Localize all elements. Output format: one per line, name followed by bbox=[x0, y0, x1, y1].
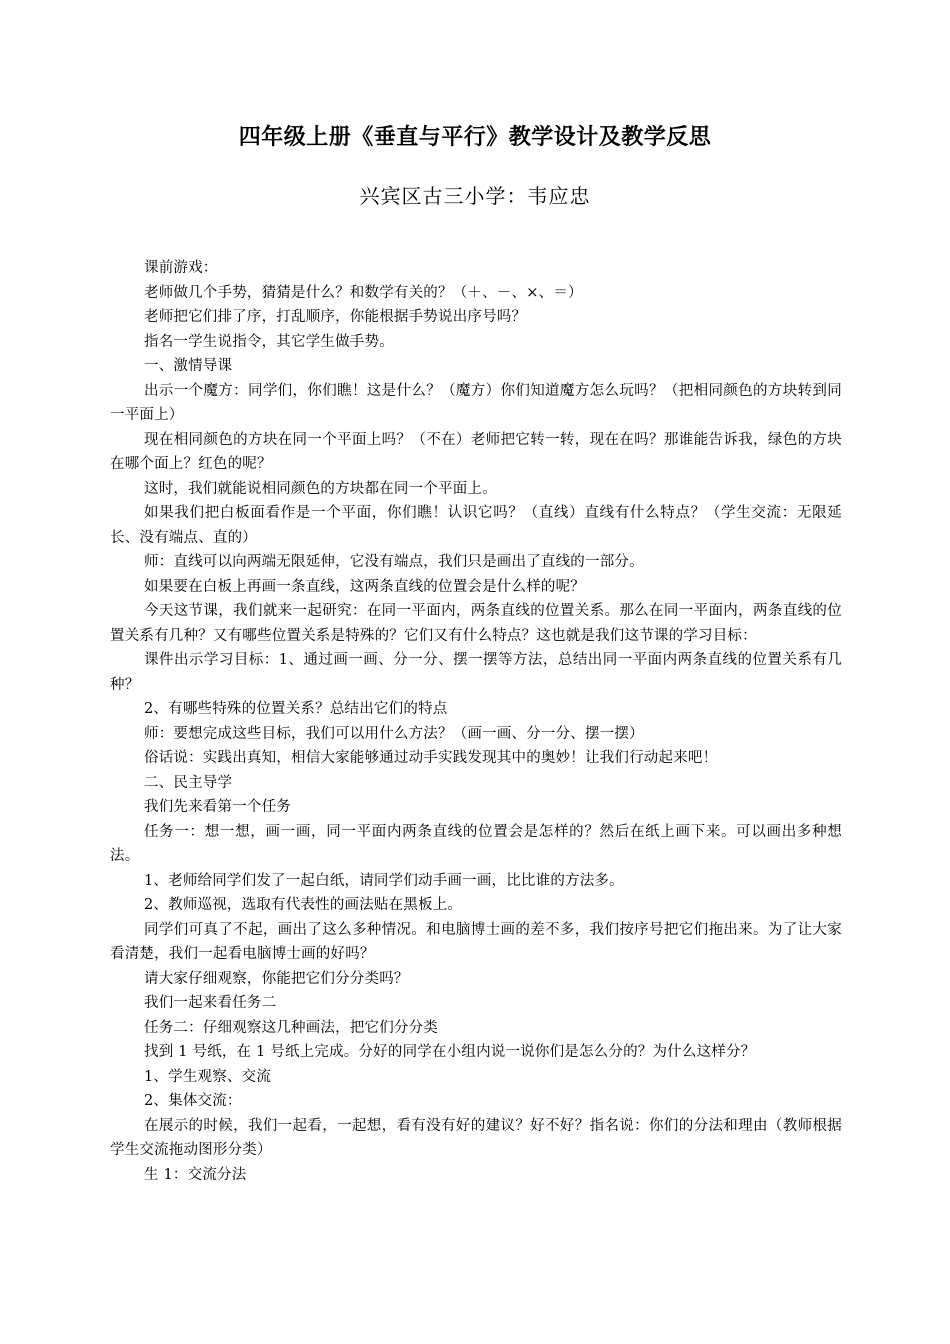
paragraph: 请大家仔细观察，你能把它们分分类吗？ bbox=[144, 970, 409, 987]
paragraph: 2、有哪些特殊的位置关系？总结出它们的特点 bbox=[144, 701, 448, 717]
paragraph: 如果要在白板上再画一条直线，这两条直线的位置会是什么样的呢？ bbox=[144, 578, 585, 595]
paragraph: 今天这节课，我们就来一起研究：在同一平面内，两条直线的位置关系。那么在同一平面内，两条直线的位置关系有几种？又有哪些位置关系是特殊的？它们又有什么特点？这也就是我们这节课的学习目标： bbox=[110, 603, 842, 644]
paragraph: 指名一学生说指令，其它学生做手势。 bbox=[144, 333, 394, 350]
paragraph: 同学们可真了不起，画出了这么多种情况。和电脑博士画的差不多，我们按序号把它们拖出来。为了让大家看清楚，我们一起看电脑博士画的好吗？ bbox=[110, 921, 842, 962]
section-heading: 二、民主导学 bbox=[144, 774, 233, 791]
paragraph: 1、学生观察、交流 bbox=[144, 1068, 272, 1085]
paragraph: 课前游戏： bbox=[144, 260, 218, 276]
document-body bbox=[110, 256, 842, 1187]
paragraph: 这时，我们就能说相同颜色的方块都在同一个平面上。 bbox=[144, 480, 497, 497]
paragraph: 老师把它们排了序，打乱顺序，你能根据手势说出序号吗？ bbox=[144, 309, 527, 325]
paragraph: 2、教师巡视，选取有代表性的画法贴在黑板上。 bbox=[144, 897, 463, 913]
document-title: 四年级上册《垂直与平行》教学设计及教学反思 bbox=[238, 125, 712, 150]
paragraph: 我们先来看第一个任务 bbox=[144, 799, 291, 815]
paragraph: 任务二：仔细观察这几种画法，把它们分分类 bbox=[144, 1019, 438, 1036]
paragraph: 2、集体交流： bbox=[144, 1093, 242, 1109]
paragraph: 如果我们把白板面看作是一个平面，你们瞧！认识它吗？（直线）直线有什么特点？（学生交流：无限延长、没有端点、直的） bbox=[110, 505, 842, 546]
paragraph: 生 1：交流分法 bbox=[144, 1166, 247, 1183]
section-heading: 一、激情导课 bbox=[144, 358, 233, 374]
paragraph: 任务一：想一想，画一画，同一平面内两条直线的位置会是怎样的？然后在纸上画下来。可以画出多种想法。 bbox=[110, 823, 842, 864]
document-author: 兴宾区古三小学：韦应忠 bbox=[359, 184, 591, 208]
paragraph: 1、老师给同学们发了一起白纸，请同学们动手画一画，比比谁的方法多。 bbox=[144, 872, 624, 889]
paragraph: 师：要想完成这些目标，我们可以用什么方法？（画一画、分一分、摆一摆） bbox=[144, 725, 644, 742]
paragraph: 俗话说：实践出真知，相信大家能够通过动手实践发现其中的奥妙！让我们行动起来吧！ bbox=[144, 750, 718, 766]
paragraph: 老师做几个手势，猜猜是什么？和数学有关的？（＋、－、×、＝） bbox=[144, 284, 583, 301]
paragraph: 师：直线可以向两端无限延伸，它没有端点，我们只是画出了直线的一部分。 bbox=[144, 554, 644, 570]
paragraph: 现在相同颜色的方块在同一个平面上吗？（不在）老师把它转一转，现在在吗？那谁能告诉我，绿色的方块在哪个面上？红色的呢？ bbox=[110, 431, 842, 472]
paragraph: 在展示的时候，我们一起看，一起想，看有没有好的建议？好不好？指名说：你们的分法和理由（教师根据学生交流拖动图形分类） bbox=[110, 1117, 842, 1158]
paragraph: 出示一个魔方：同学们，你们瞧！这是什么？（魔方）你们知道魔方怎么玩吗？（把相同颜色的方块转到同一平面上） bbox=[110, 382, 842, 423]
paragraph: 课件出示学习目标：1、通过画一画、分一分、摆一摆等方法，总结出同一平面内两条直线的位置关系有几种？ bbox=[110, 652, 842, 693]
paragraph: 找到 1 号纸，在 1 号纸上完成。分好的同学在小组内说一说你们是怎么分的？为什么这样分？ bbox=[144, 1044, 756, 1060]
paragraph: 我们一起来看任务二 bbox=[144, 995, 277, 1011]
